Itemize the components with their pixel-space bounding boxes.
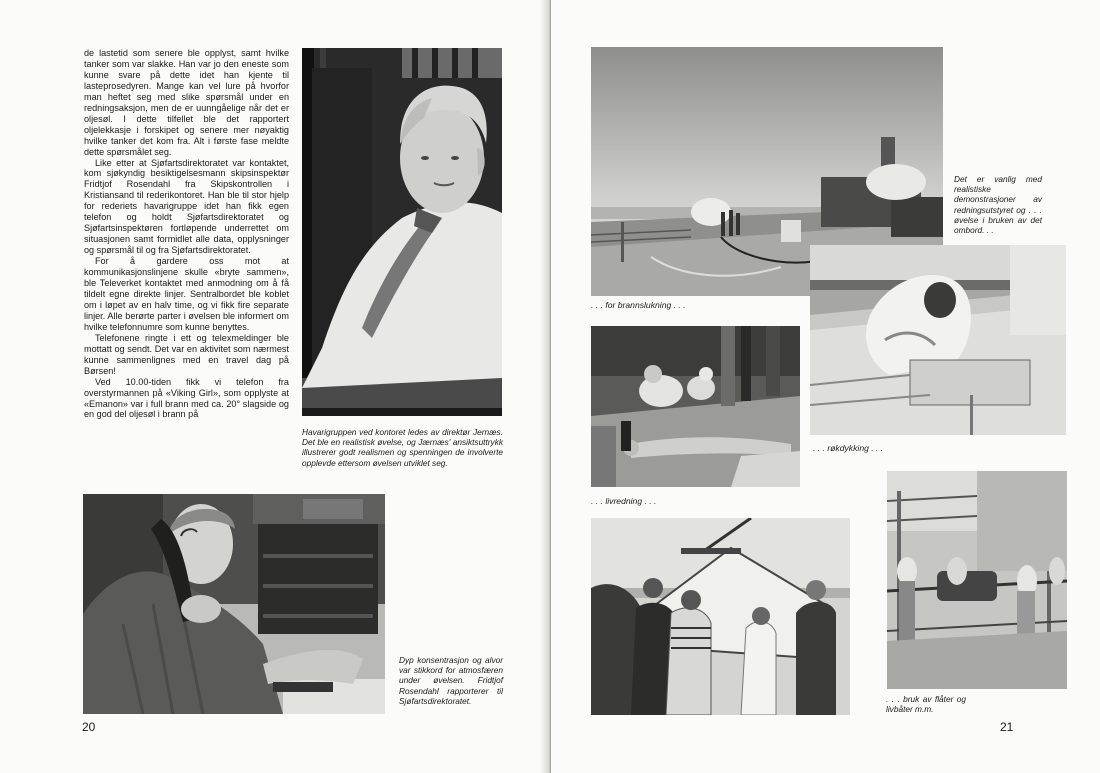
body-paragraph-1: de lastetid som senere ble opplyst, samt hvilke tanker som var slakke. Han var jo den eneste som kunne svare på dette idet han kjente til lasteprosedyren. Mange kan vel lure på hvorfor man heftet seg med slike spørsmål under en redningsaksjon, men de er uunngåelige når det er oljesøl. I dette tilfellet ble det rapportert oljelekkasje i forskipet og senere mer nøyaktig hvilke tanker det kom fra. Alt i første fase meldte dette spørsmålet seg. (84, 48, 289, 157)
life-saving-photo (591, 326, 800, 487)
page-number-right: 21 (1000, 720, 1014, 734)
smoke-diving-photo (810, 245, 1066, 435)
page-number-left: 20 (82, 720, 96, 734)
phone-photo-caption: Dyp konsentrasjon og alvor var stikkord for atmosfæren under øvelsen. Fridtjof Rosendahl rapporterer til Sjøfartsdirektoratet. (399, 655, 503, 706)
smoke-diving-caption: . . . røkdykking . . . (813, 443, 884, 453)
right-page (551, 0, 1100, 773)
liferaft-caption: . . . bruk av flåter og livbåter m.m. (886, 694, 966, 715)
article-body-text (84, 48, 289, 420)
body-paragraph-4: Telefonene ringte i ett og telexmeldinger ble mottatt og sendt. Det var en aktivitet som nærmest kunne sammenlignes med en travel dag på Børsen! (84, 332, 289, 376)
liferaft-photo (591, 518, 850, 715)
lifeboat-deck-photo (887, 471, 1067, 689)
body-paragraph-3: For å gardere oss mot at kommunikasjonslinjene skulle «bryte sammen», ble Televerket kontaktet med anmodning om å få tildelt egne direkte linjer. Sentralbordet ble koblet om i løpet av en halv time, og vi fikk fire separate linjer. Alle berørte parter i øvelsen ble informert om hvilke telefonnumre som kunne benyttes. (84, 256, 289, 332)
body-paragraph-2: Like etter at Sjøfartsdirektoratet var kontaktet, kom sjøkyndig besiktigelsesmann skipsinspektør Fridtjof Rosendahl fra Skipskontrollen i Kristiansand til rederikontoret. Han ble til stor hjelp for rederiets havarigruppe idet han fikk egen telefon og holdt Sjøfartsdirektoratet og Sjøfartsinspektøren fortløpende underrettet om situasjonen samt formidlet alle data, opplysninger og spørsmål til og fra Sjøfartsdirektoratet. (84, 157, 289, 256)
director-portrait-photo (302, 48, 502, 416)
body-paragraph-5: Ved 10.00-tiden fikk vi telefon fra overstyrmannen på «Viking Girl», som opplyste at «Emanon» var i full brann med ca. 20° slagside og en god del oljesøl i brann på (84, 376, 289, 420)
director-photo-caption: Havarigruppen ved kontoret ledes av direktør Jernæs. Det ble en realistisk øvelse, og Jærnæs' ansiktsuttrykk illustrerer godt realismen og spenningen de involverte opplevde ettersom øvelsen utviklet seg. (302, 427, 503, 468)
life-saving-caption: . . . livredning . . . (591, 496, 657, 506)
left-page (0, 0, 549, 773)
phone-call-photo (83, 494, 385, 714)
demo-intro-caption: Det er vanlig med realistiske demonstrasjoner av redningsutstyret og . . . øvelse i bruken av det ombord. . . (954, 174, 1042, 236)
fire-fighting-caption: . . . for brannslukning . . . (591, 300, 686, 310)
